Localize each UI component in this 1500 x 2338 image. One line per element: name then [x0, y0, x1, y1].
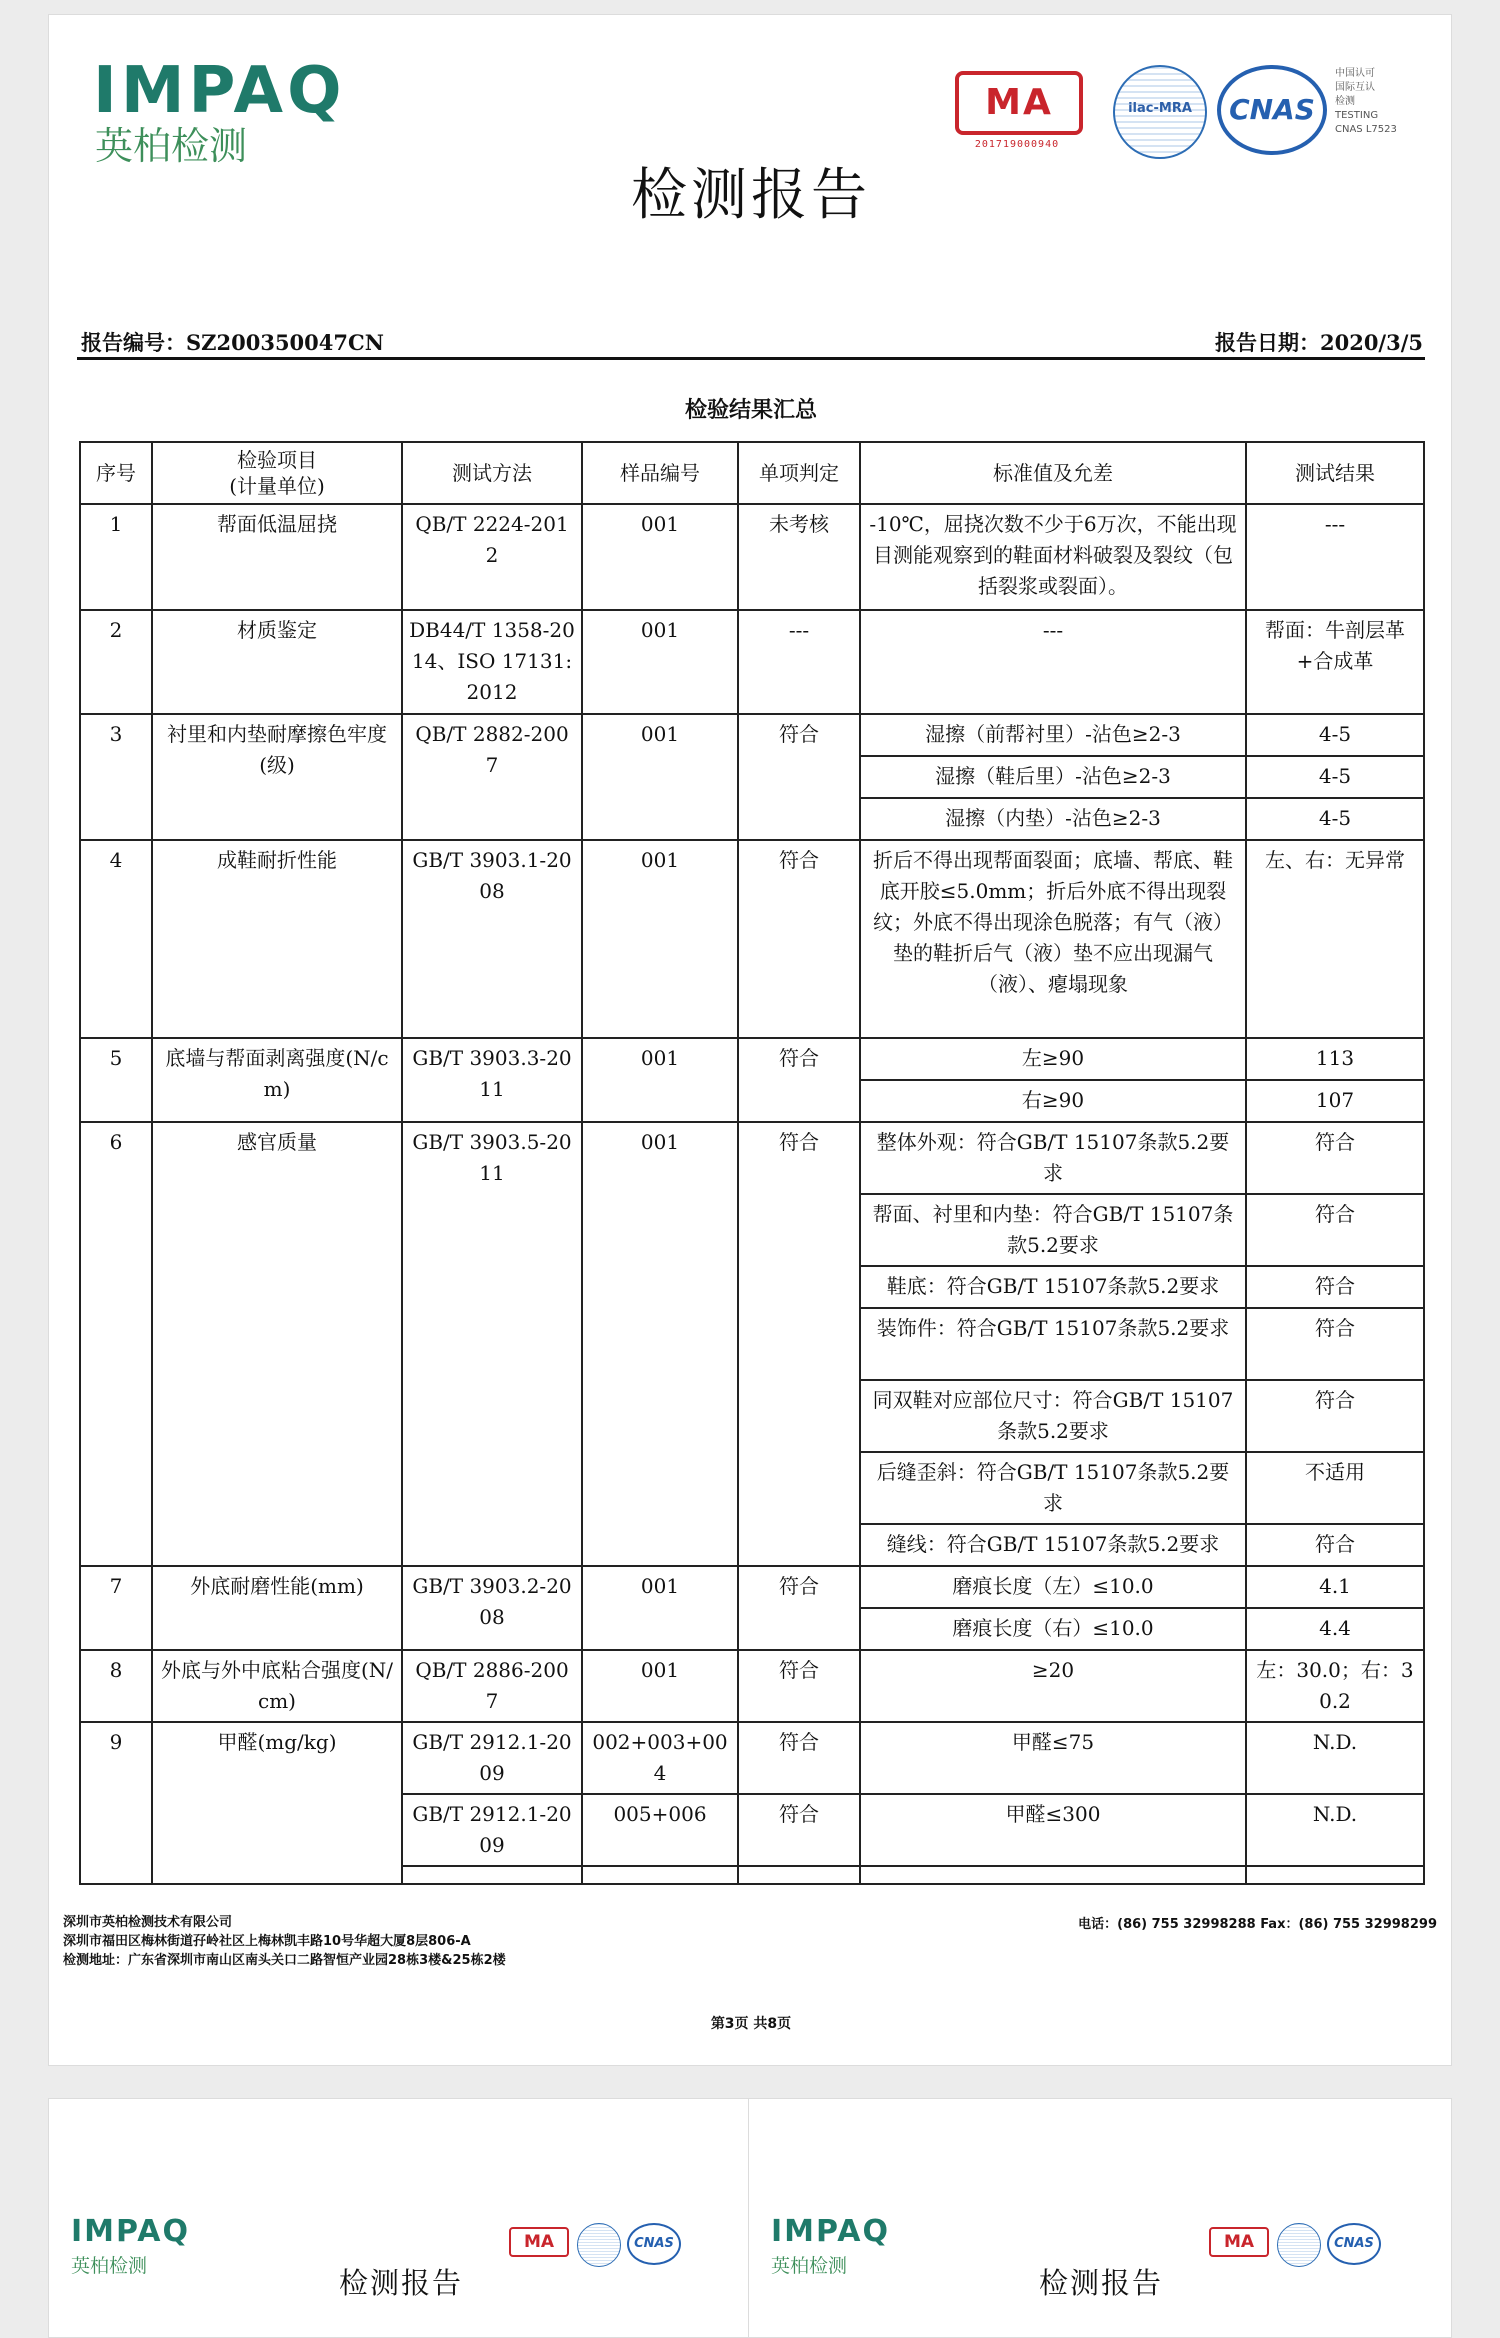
report-thumbnail[interactable]: [48, 2098, 752, 2338]
cell-standard: 同双鞋对应部位尺寸：符合GB/T 15107条款5.2要求: [860, 1380, 1246, 1452]
cell-standard: ---: [860, 610, 1246, 714]
cell-item: 衬里和内垫耐摩擦色牢度(级): [152, 714, 402, 840]
cell-standard: -10℃，屈挠次数不少于6万次，不能出现目测能观察到的鞋面材料破裂及裂纹（包括裂浆或裂面）。: [860, 504, 1246, 610]
cell-no: 9: [80, 1722, 152, 1884]
cell-result: 4-5: [1246, 798, 1424, 840]
cell-sample: 001: [582, 504, 738, 610]
report-thumbnail[interactable]: [748, 2098, 1452, 2338]
cell-standard: 甲醛≤75: [860, 1722, 1246, 1794]
cell-item: 甲醛(mg/kg): [152, 1722, 402, 1884]
cell-judge: 符合: [738, 1794, 860, 1866]
cell-empty: [738, 1866, 860, 1884]
cell-method: GB/T 3903.5-2011: [402, 1122, 582, 1566]
table-row: [80, 1650, 1424, 1722]
ilac-label: ilac-MRA: [1128, 101, 1192, 116]
cell-item: 外底耐磨性能(mm): [152, 1566, 402, 1650]
cell-judge: 符合: [738, 1566, 860, 1650]
impaq-logo-subtitle: 英柏检测: [95, 124, 248, 168]
cell-standard: ≥20: [860, 1650, 1246, 1722]
cell-result: 4-5: [1246, 714, 1424, 756]
cell-method: GB/T 3903.1-2008: [402, 840, 582, 1038]
cell-sample: 002+003+004: [582, 1722, 738, 1794]
col-header-standard: 标准值及允差: [860, 442, 1246, 504]
cell-judge: 符合: [738, 1722, 860, 1794]
cell-item: 材质鉴定: [152, 610, 402, 714]
table-row: [80, 504, 1424, 610]
cell-judge: 符合: [738, 1038, 860, 1122]
table-row: [80, 1722, 1424, 1794]
col-header-method: 测试方法: [402, 442, 582, 504]
cell-standard: 湿擦（前帮衬里）-沾色≥2-3: [860, 714, 1246, 756]
cell-judge: 符合: [738, 1650, 860, 1722]
col-header-no: 序号: [80, 442, 152, 504]
impaq-logo: IMPAQ: [71, 2214, 190, 2249]
cell-result: 符合: [1246, 1266, 1424, 1308]
footer-address: [63, 1913, 506, 1970]
cell-result: 113: [1246, 1038, 1424, 1080]
cell-standard: 后缝歪斜：符合GB/T 15107条款5.2要求: [860, 1452, 1246, 1524]
table-row: [80, 610, 1424, 714]
cell-result: 左、右：无异常: [1246, 840, 1424, 1038]
thumbnail-title: 检测报告: [1038, 2266, 1163, 2300]
cnas-icon: CNAS: [1327, 2223, 1381, 2265]
cell-method: GB/T 3903.3-2011: [402, 1038, 582, 1122]
cell-item: 成鞋耐折性能: [152, 840, 402, 1038]
report-title: 检测报告: [631, 163, 871, 228]
cell-no: 3: [80, 714, 152, 840]
cell-standard: 装饰件：符合GB/T 15107条款5.2要求: [860, 1308, 1246, 1380]
cell-standard: 甲醛≤300: [860, 1794, 1246, 1866]
cell-result: 符合: [1246, 1122, 1424, 1194]
col-header-judge: 单项判定: [738, 442, 860, 504]
cell-result: 帮面：牛剖层革+合成革: [1246, 610, 1424, 714]
results-table: [79, 441, 1425, 1885]
cell-result: 符合: [1246, 1380, 1424, 1452]
cell-item: 感官质量: [152, 1122, 402, 1566]
cell-sample: 001: [582, 1122, 738, 1566]
cnas-side-line: 中国认可: [1335, 68, 1375, 79]
cell-result: 4.1: [1246, 1566, 1424, 1608]
cell-standard: 磨痕长度（左）≤10.0: [860, 1566, 1246, 1608]
cell-item: 帮面低温屈挠: [152, 504, 402, 610]
footer-address-line: 深圳市福田区梅林街道孖岭社区上梅林凯丰路10号华超大厦8层806-A: [63, 1934, 471, 1949]
col-header-result: 测试结果: [1246, 442, 1424, 504]
impaq-logo-subtitle: 英柏检测: [71, 2255, 148, 2277]
table-row: [80, 840, 1424, 1038]
table-row: [80, 1038, 1424, 1080]
cell-result: 符合: [1246, 1524, 1424, 1566]
cell-judge: ---: [738, 610, 860, 714]
cell-sample: 001: [582, 1038, 738, 1122]
cell-sample: 001: [582, 1566, 738, 1650]
cell-method: QB/T 2224-2012: [402, 504, 582, 610]
cnas-side-line: 国际互认: [1335, 82, 1375, 93]
ilac-mra-icon: [1113, 65, 1207, 159]
cell-judge: 符合: [738, 1122, 860, 1566]
cell-empty: [1246, 1866, 1424, 1884]
cell-method: GB/T 3903.2-2008: [402, 1566, 582, 1650]
cell-sample: 001: [582, 714, 738, 840]
cell-result: ---: [1246, 504, 1424, 610]
thumbnail-title: 检测报告: [338, 2266, 463, 2300]
cell-no: 6: [80, 1122, 152, 1566]
cell-judge: 符合: [738, 840, 860, 1038]
cell-no: 2: [80, 610, 152, 714]
cell-result: 107: [1246, 1080, 1424, 1122]
cnas-icon: CNAS: [627, 2223, 681, 2265]
report-page: [48, 14, 1452, 2066]
cell-no: 1: [80, 504, 152, 610]
cell-no: 7: [80, 1566, 152, 1650]
table-row: [80, 1122, 1424, 1194]
cell-result: 不适用: [1246, 1452, 1424, 1524]
cnas-label: CNAS: [1229, 93, 1315, 126]
cnas-side-line: 检测: [1335, 96, 1355, 107]
cell-judge: 符合: [738, 714, 860, 840]
page-number: 第3页 共8页: [710, 2016, 792, 2032]
cell-empty: [860, 1866, 1246, 1884]
table-row: [80, 1566, 1424, 1608]
impaq-logo: IMPAQ: [93, 54, 346, 128]
cell-no: 4: [80, 840, 152, 1038]
cma-mark-icon: MA: [955, 71, 1083, 135]
cell-result: 左：30.0；右：30.2: [1246, 1650, 1424, 1722]
cma-mark-icon: MA: [1209, 2227, 1269, 2257]
cell-sample: 001: [582, 840, 738, 1038]
cma-mark-icon: MA: [509, 2227, 569, 2257]
cell-sample: 005+006: [582, 1794, 738, 1866]
cell-method: QB/T 2882-2007: [402, 714, 582, 840]
report-number: 报告编号：SZ200350047CN: [81, 330, 384, 355]
cell-standard: 左≥90: [860, 1038, 1246, 1080]
cell-empty: [402, 1866, 582, 1884]
cnas-side-text: [1335, 67, 1415, 137]
cell-standard: 鞋底：符合GB/T 15107条款5.2要求: [860, 1266, 1246, 1308]
cell-method: GB/T 2912.1-2009: [402, 1794, 582, 1866]
cell-result: N.D.: [1246, 1794, 1424, 1866]
cell-standard: 缝线：符合GB/T 15107条款5.2要求: [860, 1524, 1246, 1566]
cell-method: DB44/T 1358-2014、ISO 17131:2012: [402, 610, 582, 714]
cell-empty: [582, 1866, 738, 1884]
footer-contact: 电话：(86) 755 32998288 Fax：(86) 755 32998299: [1078, 1917, 1437, 1932]
cell-standard: 整体外观：符合GB/T 15107条款5.2要求: [860, 1122, 1246, 1194]
table-row: [80, 714, 1424, 756]
cell-result: N.D.: [1246, 1722, 1424, 1794]
footer-company: 深圳市英柏检测技术有限公司: [63, 1915, 233, 1930]
cell-method: GB/T 2912.1-2009: [402, 1722, 582, 1794]
cell-standard: 磨痕长度（右）≤10.0: [860, 1608, 1246, 1650]
cell-result: 4.4: [1246, 1608, 1424, 1650]
cell-standard: 折后不得出现帮面裂面；底墙、帮底、鞋底开胶≤5.0mm；折后外底不得出现裂纹；外底不得出现涂色脱落；有气（液）垫的鞋折后气（液）垫不应出现漏气（液）、瘪塌现象: [860, 840, 1246, 1038]
cell-judge: 未考核: [738, 504, 860, 610]
cnas-side-line: CNAS L7523: [1335, 124, 1397, 135]
header-divider: [77, 357, 1425, 360]
impaq-logo: IMPAQ: [771, 2214, 890, 2249]
cell-no: 8: [80, 1650, 152, 1722]
cell-sample: 001: [582, 610, 738, 714]
cell-result: 符合: [1246, 1308, 1424, 1380]
col-header-item-text: 检验项目 (计量单位): [229, 448, 325, 498]
cma-code: 201719000940: [974, 139, 1060, 150]
footer-test-address: 检测地址：广东省深圳市南山区南头关口二路智恒产业园28栋3楼&25栋2楼: [63, 1953, 506, 1968]
cnas-side-line: TESTING: [1335, 110, 1379, 121]
cell-item: 外底与外中底粘合强度(N/cm): [152, 1650, 402, 1722]
cell-standard: 湿擦（鞋后里）-沾色≥2-3: [860, 756, 1246, 798]
impaq-logo-subtitle: 英柏检测: [771, 2255, 848, 2277]
cell-result: 符合: [1246, 1194, 1424, 1266]
cell-standard: 帮面、衬里和内垫：符合GB/T 15107条款5.2要求: [860, 1194, 1246, 1266]
table-header-row: [80, 442, 1424, 504]
summary-title: 检验结果汇总: [684, 397, 817, 423]
cnas-icon: [1217, 65, 1327, 155]
cell-method: QB/T 2886-2007: [402, 1650, 582, 1722]
cell-standard: 湿擦（内垫）-沾色≥2-3: [860, 798, 1246, 840]
col-header-sample: 样品编号: [582, 442, 738, 504]
cell-sample: 001: [582, 1650, 738, 1722]
report-date: 报告日期：2020/3/5: [1214, 330, 1423, 355]
cell-result: 4-5: [1246, 756, 1424, 798]
col-header-item: [152, 442, 402, 504]
cell-item: 底墙与帮面剥离强度(N/cm): [152, 1038, 402, 1122]
cell-standard: 右≥90: [860, 1080, 1246, 1122]
cell-no: 5: [80, 1038, 152, 1122]
